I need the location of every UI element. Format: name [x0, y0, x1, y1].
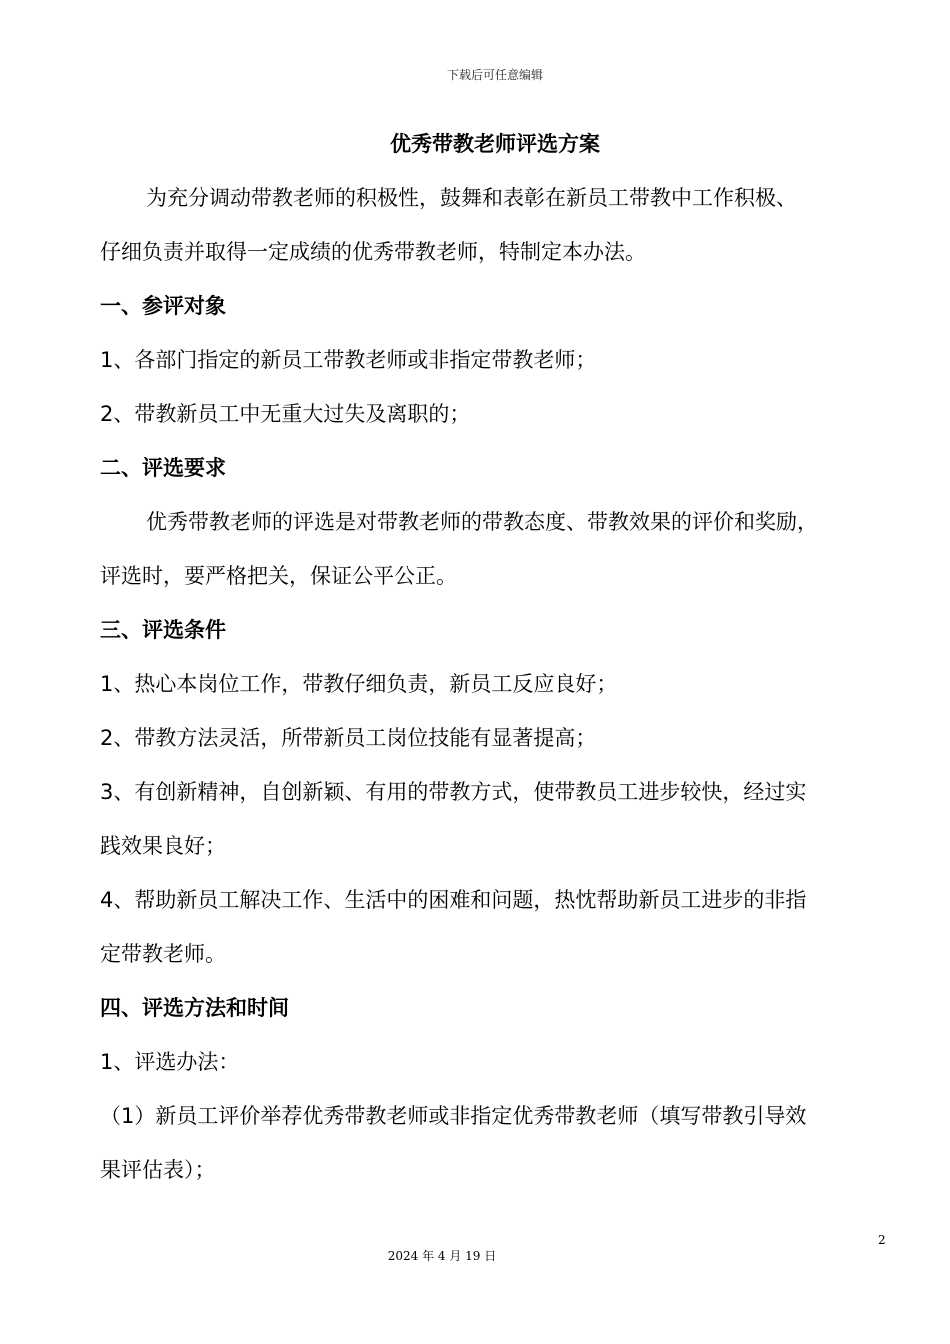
participants-item-2: 2、带教新员工中无重大过失及离职的；: [100, 402, 471, 426]
method-line-2: （1）新员工评价举荐优秀带教老师或非指定优秀带教老师（填写带教引导效: [100, 1104, 807, 1128]
conditions-line-4: 践效果良好；: [100, 834, 226, 858]
conditions-line-6: 定带教老师。: [100, 942, 226, 966]
requirements-line-1: 优秀带教老师的评选是对带教老师的带教态度、带教效果的评价和奖励，: [146, 510, 818, 534]
intro-line-2: 仔细负责并取得一定成绩的优秀带教老师，特制定本办法。: [100, 240, 646, 264]
footer-date: 2024 年 4 月 19 日: [387, 1249, 497, 1263]
requirements-line-2: 评选时，要严格把关，保证公平公正。: [100, 564, 457, 588]
header-note: 下载后可任意编辑: [446, 68, 543, 82]
section-heading-requirements: 二、评选要求: [100, 456, 226, 480]
section-heading-conditions: 三、评选条件: [100, 618, 226, 642]
section-heading-method-and-time: 四、评选方法和时间: [100, 996, 289, 1020]
intro-line-1: 为充分调动带教老师的积极性，鼓舞和表彰在新员工带教中工作积极、: [146, 186, 797, 210]
conditions-line-2: 2、带教方法灵活，所带新员工岗位技能有显著提高；: [100, 726, 597, 750]
conditions-line-1: 1、热心本岗位工作，带教仔细负责，新员工反应良好；: [100, 672, 618, 696]
section-heading-participants: 一、参评对象: [100, 294, 226, 318]
conditions-line-5: 4、帮助新员工解决工作、生活中的困难和问题，热忱帮助新员工进步的非指: [100, 888, 807, 912]
method-line-3: 果评估表）；: [100, 1158, 216, 1182]
document-title: 优秀带教老师评选方案: [390, 132, 600, 156]
page-number: 2: [878, 1233, 886, 1247]
participants-item-1: 1、各部门指定的新员工带教老师或非指定带教老师；: [100, 348, 597, 372]
method-line-1: 1、评选办法：: [100, 1050, 240, 1074]
conditions-line-3: 3、有创新精神，自创新颖、有用的带教方式，使带教员工进步较快，经过实: [100, 780, 807, 804]
